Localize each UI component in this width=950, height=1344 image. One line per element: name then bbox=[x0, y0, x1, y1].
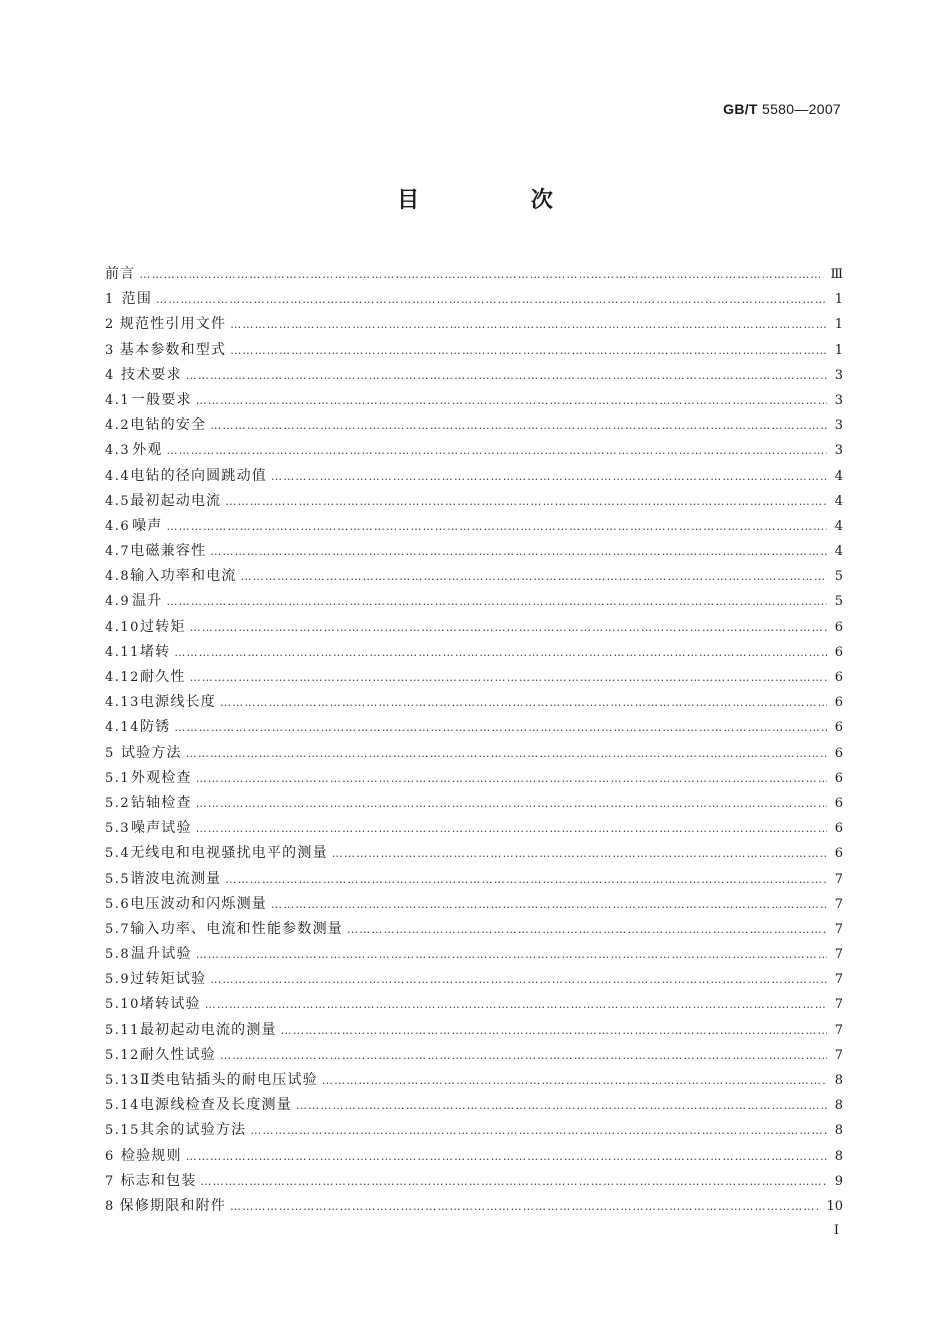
toc-entry-page: 6 bbox=[834, 846, 843, 862]
toc-entry-page: 4 bbox=[834, 493, 843, 509]
toc-entry-number: 5.5 bbox=[105, 871, 131, 887]
toc-entry-page: 7 bbox=[834, 871, 843, 887]
toc-leader-dots bbox=[347, 917, 827, 942]
toc-entry-label: 最初起动电流的测量 bbox=[139, 1021, 277, 1038]
toc-entry-page: 3 bbox=[834, 392, 843, 408]
toc-entry-label: 电源线长度 bbox=[139, 694, 216, 711]
toc-entry[interactable] bbox=[105, 741, 843, 766]
toc-entry-page: 1 bbox=[834, 317, 843, 333]
toc-leader-dots bbox=[196, 791, 827, 816]
toc-entry-label: 电磁兼容性 bbox=[130, 543, 207, 560]
toc-entry-label: 过转矩试验 bbox=[130, 971, 207, 988]
toc-entry-label: 电源线检查及长度测量 bbox=[139, 1097, 292, 1114]
toc-entry[interactable] bbox=[105, 287, 843, 312]
toc-entry[interactable] bbox=[105, 438, 843, 463]
toc-entry[interactable] bbox=[105, 1118, 843, 1143]
toc-entry-page: 4 bbox=[834, 468, 843, 484]
toc-entry-label: 基本参数和型式 bbox=[119, 341, 227, 358]
toc-entry[interactable] bbox=[105, 892, 843, 917]
toc-entry-label: 堵转 bbox=[139, 643, 171, 660]
toc-entry-page: 6 bbox=[834, 644, 843, 660]
toc-leader-dots bbox=[166, 589, 827, 614]
toc-entry-page: 5 bbox=[834, 569, 843, 585]
toc-entry-label: 谐波电流测量 bbox=[130, 870, 222, 887]
toc-entry-label: 一般要求 bbox=[130, 391, 192, 408]
toc-entry[interactable] bbox=[105, 816, 843, 841]
toc-leader-dots bbox=[196, 388, 827, 413]
toc-entry-label: 噪声 bbox=[132, 517, 163, 534]
toc-leader-dots bbox=[186, 1144, 827, 1169]
toc-entry[interactable] bbox=[105, 992, 843, 1017]
toc-entry-page: 6 bbox=[834, 770, 843, 786]
toc-leader-dots bbox=[220, 690, 827, 715]
toc-leader-dots bbox=[190, 665, 827, 690]
toc-entry-page: 7 bbox=[834, 896, 843, 912]
toc-entry-label: 范围 bbox=[121, 291, 153, 308]
toc-entry-number: 4.11 bbox=[105, 644, 140, 660]
toc-entry-page: 6 bbox=[834, 619, 843, 635]
toc-entry-number: 5.2 bbox=[105, 795, 131, 811]
toc-entry-number: 4.2 bbox=[105, 418, 131, 434]
toc-entry-label: 电钻的径向圆跳动值 bbox=[130, 467, 267, 484]
toc-entry-page: 7 bbox=[834, 1047, 843, 1063]
toc-leader-dots bbox=[190, 615, 827, 640]
toc-entry-label: 其余的试验方法 bbox=[139, 1122, 247, 1139]
toc-entry-label: 试验方法 bbox=[120, 744, 182, 761]
toc-entry-label: 外观检查 bbox=[130, 769, 192, 786]
toc-entry-page: 5 bbox=[834, 594, 843, 610]
toc-leader-dots bbox=[156, 287, 827, 312]
toc-leader-dots bbox=[230, 312, 827, 337]
toc-entry[interactable] bbox=[105, 1068, 843, 1093]
toc-entry[interactable] bbox=[105, 942, 843, 967]
toc-entry-label: 输入功率和电流 bbox=[130, 568, 237, 585]
toc-entry-number: 4.10 bbox=[105, 619, 140, 635]
toc-entry-page: 3 bbox=[834, 443, 843, 459]
toc-entry[interactable] bbox=[105, 388, 843, 413]
toc-entry[interactable] bbox=[105, 312, 843, 337]
toc-entry-number: 1 bbox=[105, 292, 115, 308]
toc-leader-dots bbox=[196, 766, 827, 791]
toc-entry-number: 5.8 bbox=[105, 947, 131, 963]
toc-entry-page: 4 bbox=[834, 518, 843, 534]
standard-number: 5580—2007 bbox=[762, 101, 841, 117]
toc-leader-dots bbox=[220, 1043, 827, 1068]
toc-entry-number: 4.6 bbox=[105, 518, 131, 534]
toc-entry-label: 过转矩 bbox=[139, 618, 186, 635]
toc-leader-dots bbox=[230, 338, 827, 363]
toc-entry[interactable] bbox=[105, 1043, 843, 1068]
toc-entry[interactable] bbox=[105, 1018, 843, 1043]
toc-entry[interactable] bbox=[105, 640, 843, 665]
table-of-contents bbox=[105, 262, 843, 1219]
toc-entry-page: 6 bbox=[834, 695, 843, 711]
toc-leader-dots bbox=[166, 514, 827, 539]
toc-leader-dots bbox=[281, 1018, 827, 1043]
toc-leader-dots bbox=[174, 715, 827, 740]
toc-entry-label: 技术要求 bbox=[120, 366, 182, 383]
toc-entry-page: 7 bbox=[834, 1022, 843, 1038]
toc-leader-dots bbox=[322, 1068, 827, 1093]
toc-entry[interactable] bbox=[105, 615, 843, 640]
toc-leader-dots bbox=[210, 413, 827, 438]
toc-entry-page: 4 bbox=[834, 544, 843, 560]
toc-leader-dots bbox=[196, 942, 827, 967]
toc-entry[interactable] bbox=[105, 539, 843, 564]
toc-entry-page: 6 bbox=[834, 795, 843, 811]
toc-entry-number: 4 bbox=[105, 367, 115, 383]
toc-entry[interactable] bbox=[105, 338, 843, 363]
toc-entry[interactable] bbox=[105, 564, 843, 589]
toc-entry-label: 检验规则 bbox=[120, 1147, 182, 1164]
toc-entry-number: 5.12 bbox=[105, 1047, 140, 1063]
toc-entry-number: 5.11 bbox=[105, 1022, 140, 1038]
standard-code bbox=[723, 101, 841, 117]
toc-entry-label: 标志和包装 bbox=[120, 1172, 197, 1189]
toc-entry-label: 无线电和电视骚扰电平的测量 bbox=[130, 845, 328, 862]
toc-entry-number: 4.3 bbox=[105, 443, 131, 459]
toc-entry-number: 4.12 bbox=[105, 670, 140, 685]
toc-entry[interactable] bbox=[105, 363, 843, 388]
toc-leader-dots bbox=[332, 841, 827, 866]
toc-leader-dots bbox=[201, 1169, 827, 1194]
toc-leader-dots bbox=[210, 539, 827, 564]
toc-leader-dots bbox=[225, 867, 827, 892]
toc-entry-number: 5.4 bbox=[105, 846, 131, 862]
toc-entry[interactable] bbox=[105, 791, 843, 816]
toc-entry-page: 3 bbox=[834, 367, 843, 383]
toc-leader-dots bbox=[166, 438, 827, 463]
toc-leader-dots bbox=[205, 992, 827, 1017]
toc-entry[interactable] bbox=[105, 1093, 843, 1118]
toc-entry-page: 8 bbox=[834, 1073, 843, 1088]
toc-entry[interactable] bbox=[105, 967, 843, 992]
toc-entry-number: 5.14 bbox=[105, 1098, 140, 1114]
toc-entry-page: 6 bbox=[834, 821, 843, 837]
standard-prefix: GB/T bbox=[723, 101, 758, 117]
toc-entry-page: 6 bbox=[834, 670, 843, 685]
toc-entry-label: 耐久性试验 bbox=[139, 1046, 216, 1063]
toc-entry-page: 1 bbox=[834, 292, 843, 308]
toc-entry[interactable] bbox=[105, 690, 843, 715]
toc-entry-number: 5.13 bbox=[105, 1073, 140, 1088]
toc-entry-page: 7 bbox=[834, 947, 843, 963]
toc-entry-page: 10 bbox=[826, 1198, 843, 1214]
toc-entry-number: 5.9 bbox=[105, 972, 131, 988]
toc-entry-number: 2 bbox=[105, 317, 115, 333]
toc-entry[interactable] bbox=[105, 464, 843, 489]
toc-entry-number: 5.15 bbox=[105, 1123, 140, 1139]
toc-entry-page: 1 bbox=[834, 342, 843, 358]
toc-leader-dots bbox=[250, 1118, 827, 1143]
toc-entry[interactable] bbox=[105, 489, 843, 514]
toc-entry-number: 6 bbox=[105, 1148, 115, 1164]
toc-entry[interactable] bbox=[105, 514, 843, 539]
toc-entry-label: 电钻的安全 bbox=[130, 417, 207, 434]
toc-leader-dots bbox=[296, 1093, 827, 1118]
toc-entry-page: 7 bbox=[834, 921, 843, 937]
toc-entry-page: 8 bbox=[834, 1148, 843, 1164]
toc-entry-number: 5.3 bbox=[105, 821, 131, 837]
toc-entry[interactable] bbox=[105, 766, 843, 791]
page-title: 目 次 bbox=[397, 188, 605, 213]
toc-entry-label: 耐久性 bbox=[139, 669, 186, 685]
toc-entry-number: 4.14 bbox=[105, 720, 140, 736]
toc-leader-dots bbox=[241, 564, 827, 589]
toc-entry-label: 保修期限和附件 bbox=[119, 1197, 227, 1214]
toc-leader-dots bbox=[139, 262, 824, 287]
toc-entry-label: 最初起动电流 bbox=[130, 492, 222, 509]
toc-leader-dots bbox=[186, 363, 827, 388]
toc-leader-dots bbox=[271, 892, 827, 917]
toc-entry-number: 7 bbox=[105, 1173, 115, 1189]
toc-entry[interactable] bbox=[105, 1169, 843, 1194]
toc-entry-label: 外观 bbox=[132, 442, 163, 459]
toc-entry-page: 6 bbox=[834, 745, 843, 761]
toc-entry-label: 噪声试验 bbox=[130, 820, 192, 837]
page-folio: I bbox=[833, 1223, 839, 1238]
toc-entry[interactable] bbox=[105, 867, 843, 892]
toc-entry-page: 8 bbox=[834, 1123, 843, 1139]
toc-leader-dots bbox=[174, 640, 827, 665]
toc-entry[interactable] bbox=[105, 665, 843, 690]
toc-leader-dots bbox=[230, 1194, 820, 1219]
toc-entry-number: 4.13 bbox=[105, 695, 140, 711]
toc-entry-label: 输入功率、电流和性能参数测量 bbox=[130, 920, 343, 937]
toc-entry[interactable] bbox=[105, 589, 843, 614]
toc-entry-number: 5.1 bbox=[105, 770, 131, 786]
toc-leader-dots bbox=[225, 489, 827, 514]
toc-entry-label: 规范性引用文件 bbox=[119, 316, 227, 333]
toc-entry-number: 5.6 bbox=[105, 896, 131, 912]
toc-entry-label: 钻轴检查 bbox=[130, 794, 192, 811]
toc-entry-number: 4.1 bbox=[105, 392, 131, 408]
toc-entry-page: 7 bbox=[834, 972, 843, 988]
toc-entry-label: 堵转试验 bbox=[139, 996, 201, 1013]
toc-entry-number: 5 bbox=[105, 745, 115, 761]
toc-entry[interactable] bbox=[105, 1194, 843, 1219]
toc-entry-number: 5.7 bbox=[105, 921, 131, 937]
toc-entry-number: 4.7 bbox=[105, 544, 131, 560]
toc-entry[interactable] bbox=[105, 841, 843, 866]
toc-leader-dots bbox=[186, 741, 827, 766]
toc-entry[interactable] bbox=[105, 715, 843, 740]
toc-entry-page: 3 bbox=[834, 418, 843, 434]
toc-entry[interactable] bbox=[105, 917, 843, 942]
toc-entry-number: 4.5 bbox=[105, 493, 131, 509]
toc-entry-number: 5.10 bbox=[105, 997, 140, 1013]
toc-leader-dots bbox=[196, 816, 827, 841]
toc-entry-label: 温升试验 bbox=[130, 946, 192, 963]
toc-entry-number: 4.4 bbox=[105, 468, 131, 484]
toc-entry-page: 7 bbox=[834, 997, 843, 1013]
toc-entry-page: 8 bbox=[834, 1098, 843, 1114]
toc-entry-page: 9 bbox=[834, 1173, 843, 1189]
toc-entry-number: 4.9 bbox=[105, 594, 131, 610]
toc-leader-dots bbox=[271, 464, 827, 489]
toc-entry-number: 8 bbox=[105, 1198, 115, 1214]
toc-entry-label: Ⅱ类电钻插头的耐电压试验 bbox=[139, 1072, 318, 1088]
toc-entry-label: 电压波动和闪烁测量 bbox=[130, 895, 267, 912]
toc-entry-label: 防锈 bbox=[139, 719, 171, 736]
toc-entry[interactable] bbox=[105, 1144, 843, 1169]
toc-entry-number: 4.8 bbox=[105, 569, 131, 585]
toc-entry-label: 温升 bbox=[132, 593, 163, 610]
toc-entry[interactable] bbox=[105, 413, 843, 438]
toc-entry-page: 6 bbox=[834, 720, 843, 736]
toc-entry-label: 前言 bbox=[105, 266, 136, 282]
toc-entry-page: Ⅲ bbox=[830, 267, 843, 282]
toc-entry[interactable] bbox=[105, 262, 843, 287]
toc-entry-number: 3 bbox=[105, 342, 115, 358]
toc-leader-dots bbox=[210, 967, 827, 992]
